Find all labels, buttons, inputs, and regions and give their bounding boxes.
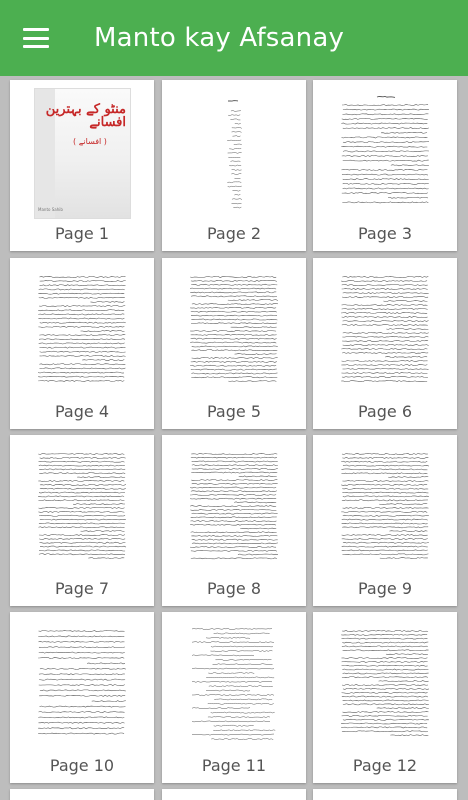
- page-card-7[interactable]: [10, 435, 154, 606]
- page-label: Page 3: [358, 224, 412, 243]
- page-card-9[interactable]: [313, 435, 457, 606]
- app-bar: [0, 0, 468, 76]
- page-thumbnail: [335, 444, 435, 574]
- page-thumbnail-cover: منٹو کے بہترین افسانے ( افسانے ) Manto Sahib: [34, 88, 131, 219]
- page-thumbnail: [335, 621, 435, 751]
- page-label: Page 11: [201, 756, 267, 775]
- page-thumbnail: [184, 621, 284, 751]
- page-thumbnail: [335, 89, 435, 219]
- page-card-15-partial[interactable]: [313, 789, 457, 800]
- page-label: Page 10: [49, 756, 115, 775]
- page-card-8[interactable]: [162, 435, 306, 606]
- page-card-10[interactable]: [10, 612, 154, 783]
- page-card-12[interactable]: [313, 612, 457, 783]
- page-grid[interactable]: [0, 76, 468, 800]
- page-label: Page 12: [352, 756, 418, 775]
- page-label: Page 4: [55, 402, 109, 421]
- page-thumbnail: [32, 267, 132, 397]
- page-card-6[interactable]: [313, 258, 457, 429]
- menu-button[interactable]: [0, 0, 72, 76]
- page-card-5[interactable]: [162, 258, 306, 429]
- page-label: Page 1: [55, 224, 109, 243]
- page-label: Page 9: [358, 579, 412, 598]
- page-label: Page 8: [207, 579, 261, 598]
- page-thumbnail: [184, 444, 284, 574]
- page-label: Page 2: [207, 224, 261, 243]
- page-card-13-partial[interactable]: [10, 789, 154, 800]
- page-card-3[interactable]: [313, 80, 457, 251]
- page-card-1[interactable]: [10, 80, 154, 251]
- page-label: Page 7: [55, 579, 109, 598]
- page-thumbnail: [184, 267, 284, 397]
- page-label: Page 5: [207, 402, 261, 421]
- page-label: Page 6: [358, 402, 412, 421]
- page-thumbnail: [335, 267, 435, 397]
- hamburger-menu-icon: [23, 28, 49, 48]
- page-card-2[interactable]: [162, 80, 306, 251]
- page-card-14-partial[interactable]: [162, 789, 306, 800]
- page-card-11[interactable]: [162, 612, 306, 783]
- app-title: Manto kay Afsanay: [94, 23, 345, 53]
- page-thumbnail: [184, 89, 284, 219]
- page-card-4[interactable]: [10, 258, 154, 429]
- page-thumbnail: [32, 621, 132, 751]
- page-thumbnail: [32, 444, 132, 574]
